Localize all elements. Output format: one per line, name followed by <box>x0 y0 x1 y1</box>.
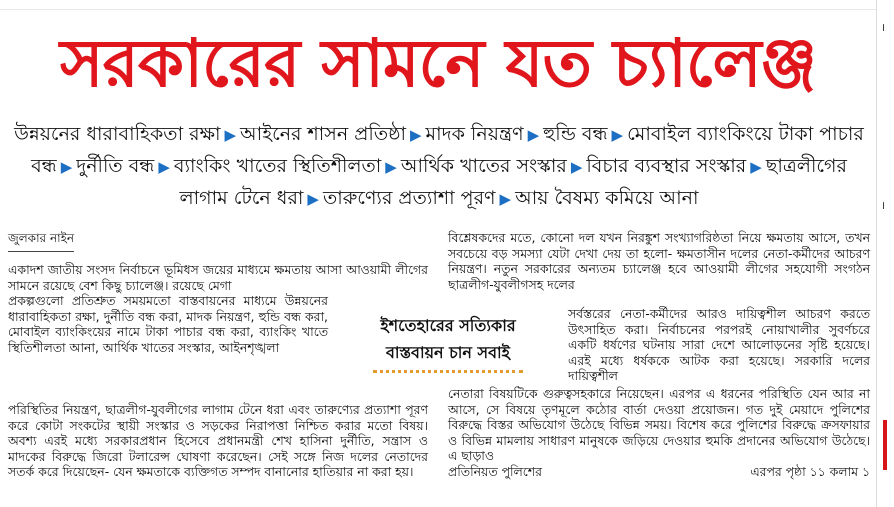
right-triangle-icon: ▶ <box>499 190 512 208</box>
key-point: আইনের শাসন প্রতিষ্ঠা <box>240 123 406 145</box>
body-right-mid <box>568 306 870 384</box>
key-point: আয় বৈষম্য কমিয়ে আনা <box>515 187 699 209</box>
right-triangle-icon: ▶ <box>611 126 624 144</box>
paragraph: একাদশ জাতীয় সংসদ নির্বাচনে ভূমিধস জয়ের মাধ্যমে ক্ষমতায় আসা আওয়ামী লীগের সামনে রয়েছে বেশ কিছু চ্যালেঞ্জ। রয়েছে মেগা <box>8 262 428 293</box>
jump-line: এরপর পৃষ্ঠা ১১ কলাম ১ <box>750 463 870 479</box>
adjacent-column-edge: । । <box>876 0 894 507</box>
paragraph: বিশ্লেষকদের মতে, কোনো দল যখন নিরঙ্কুশ সংখ্যাগরিষ্ঠতা নিয়ে ক্ষমতায় আসে, তখন সবচেয়ে বড় সমস্যা যেটা দেখা দেয় তা হলো- ক্ষমতাসীন দলের নেতা-কর্মীদের আচরণ নিয়ন্ত্রণ। নতুন সরকারের অন্যতম চ্যালেঞ্জ হবে আওয়ামী লীগের সহযোগী সংগঠন ছাত্রলীগ-যুবলীগসহ দলের <box>448 230 870 292</box>
key-points <box>6 119 872 215</box>
key-point: ব্যাংকিং খাতের স্থিতিশীলতা <box>173 155 382 177</box>
pull-quote-line: ইশতেহারের সত্যিকার <box>380 316 516 335</box>
last-line <box>448 464 870 480</box>
body-right-bottom <box>448 386 870 480</box>
right-triangle-icon: ▶ <box>750 158 762 176</box>
paragraph: পরিস্থিতির নিয়ন্ত্রণ, ছাত্রলীগ-যুবলীগের লাগাম টেনে ধরা এবং তারুণ্যের প্রত্যাশা পূরণ করে কোটা সংকটের স্থায়ী সংস্কার ও সড়কের নিরাপত্তা নিশ্চিত করার মতো বিষয়। অবশ্য এরই মধ্যে সরকারপ্রধান হিসেবে প্রধানমন্ত্রী শেখ হাসিনা দুর্নীতি, সন্ত্রাস ও মাদকের বিরুদ্ধে জিরো টলারেন্স ঘোষণা করেছেন। সেই সঙ্গে নিজ দলের নেতাদের সতর্ক করে দিয়েছেন- যেন ক্ষমতাকে ব্যক্তিগত সম্পদ বানানোর হাতিয়ার না করা হয়। <box>8 402 428 480</box>
right-triangle-icon: ▶ <box>527 126 540 144</box>
key-point: দুর্নীতি বন্ধ <box>76 155 155 177</box>
adjacent-red-bar <box>883 420 887 470</box>
right-triangle-icon: ▶ <box>158 158 170 176</box>
body-right-top <box>448 230 870 292</box>
dotted-divider <box>373 370 523 373</box>
paragraph: প্রকল্পগুলো প্রতিশ্রুত সময়মতো বাস্তবায়নের মাধ্যমে উন্নয়নের ধারাবাহিকতা রক্ষা, দুর্নীতি বন্ধ করা, মাদক নিয়ন্ত্রণ, হুন্ডি বন্ধ করা, মোবাইল ব্যাংকিংয়ের নামে টাকা পাচার বন্ধ করা, ব্যাংকিং খাতে স্থিতিশীলতা আনা, আর্থিক খাতের সংস্কার, আইনশৃঙ্খলা <box>8 293 328 355</box>
right-triangle-icon: ▶ <box>410 126 422 144</box>
right-triangle-icon: ▶ <box>570 158 583 176</box>
key-point: হুন্ডি বন্ধ <box>543 123 608 145</box>
paragraph: সর্বস্তরের নেতা-কর্মীদের আরও দায়িত্বশীল আচরণ করতে উৎসাহিত করা। নির্বাচনের পরপরই নোয়াখালীর সুবর্ণচরে একটি ধর্ষণের ঘটনায় সারা দেশে আলোড়নের সৃষ্টি হয়েছে। এরই মধ্যে ধর্ষককে আটক করা হয়েছে। সরকারি দলের দায়িত্বশীল <box>568 306 870 384</box>
top-rule <box>0 0 876 10</box>
key-point: উন্নয়নের ধারাবাহিকতা রক্ষা <box>14 123 221 145</box>
right-triangle-icon: ▶ <box>385 158 397 176</box>
key-point: ছাত্রলীগের লাগাম টেনে ধরা <box>179 155 847 209</box>
body-left-bottom <box>8 402 428 480</box>
right-triangle-icon: ▶ <box>224 126 237 144</box>
key-point: মাদক নিয়ন্ত্রণ <box>425 123 524 145</box>
body-left-mid <box>8 293 328 355</box>
paragraph: নেতারা বিষয়টিকে গুরুত্বসহকারে নিয়েছেন। এরপর এ ধরনের পরিস্থিতি যেন আর না আসে, সে বিষয়ে তৃণমূলে কঠোর বার্তা দেওয়া প্রয়োজন। গত দুই মেয়াদে পুলিশের বিরুদ্ধে বিস্তর অভিযোগ উঠেছে বিভিন্ন সময়। বিশেষ করে পুলিশের বিরুদ্ধে ক্রসফায়ার ও বিভিন্ন মামলায় সাধারণ মানুষকে জড়িয়ে দেওয়ার হুমকি প্রদানের অভিযোগ উঠেছে। এ ছাড়াও <box>448 386 870 464</box>
key-point: মোবাইল ব্যাংকিংয়ে টাকা পাচার বন্ধ <box>31 123 864 177</box>
pull-quote-line: বাস্তবায়ন চান সবাই <box>386 343 510 362</box>
headline: সরকারের সামনে যত চ্যালেঞ্জ <box>59 25 817 102</box>
body-left-top <box>8 262 428 293</box>
pull-quote <box>333 312 563 373</box>
paragraph-end: প্রতিনিয়ত পুলিশের <box>448 463 542 479</box>
key-point: আর্থিক খাতের সংস্কার <box>400 155 567 177</box>
byline: জুলকার নাইন <box>8 230 74 252</box>
key-point: তারুণ্যের প্রত্যাশা পূরণ <box>322 187 496 209</box>
key-point: বিচার ব্যবস্থার সংস্কার <box>586 155 747 177</box>
right-triangle-icon: ▶ <box>60 158 73 176</box>
right-triangle-icon: ▶ <box>307 190 319 208</box>
